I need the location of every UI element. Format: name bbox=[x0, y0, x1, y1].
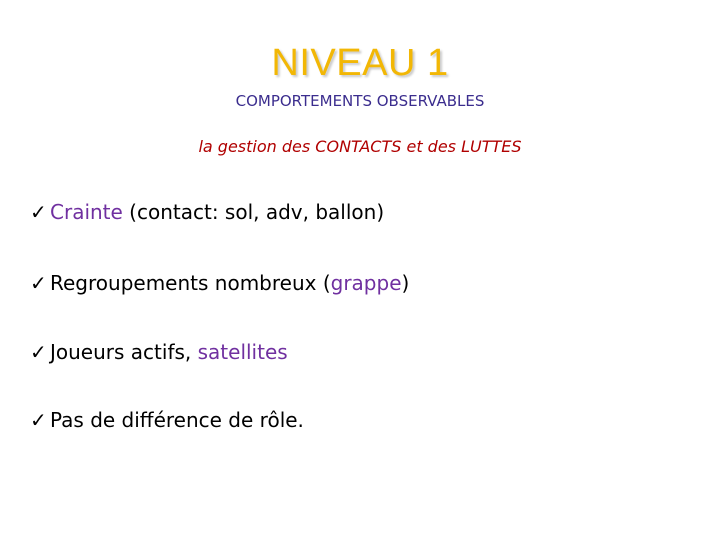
slide-title: NIVEAU 1 bbox=[271, 42, 449, 84]
checkmark-icon: ✓ bbox=[30, 271, 47, 295]
bullet-highlight: Crainte bbox=[50, 200, 123, 224]
bullet-post: ) bbox=[401, 271, 410, 295]
bullet-item bbox=[30, 408, 304, 432]
bullet-pre: Regroupements nombreux ( bbox=[50, 271, 331, 295]
bullet-pre: Pas de différence de rôle. bbox=[50, 408, 304, 432]
bullet-item bbox=[30, 200, 384, 224]
checkmark-icon: ✓ bbox=[30, 408, 47, 432]
bullet-highlight: satellites bbox=[197, 340, 288, 364]
bullet-item bbox=[30, 340, 288, 364]
checkmark-icon: ✓ bbox=[30, 340, 47, 364]
checkmark-icon: ✓ bbox=[30, 200, 47, 224]
bullet-item bbox=[30, 271, 409, 295]
slide-subtitle: COMPORTEMENTS OBSERVABLES bbox=[235, 92, 485, 110]
slide-topic: la gestion des CONTACTS et des LUTTES bbox=[198, 137, 522, 156]
bullet-highlight: grappe bbox=[330, 271, 402, 295]
bullet-pre: Joueurs actifs, bbox=[50, 340, 198, 364]
bullet-post: (contact: sol, adv, ballon) bbox=[122, 200, 385, 224]
